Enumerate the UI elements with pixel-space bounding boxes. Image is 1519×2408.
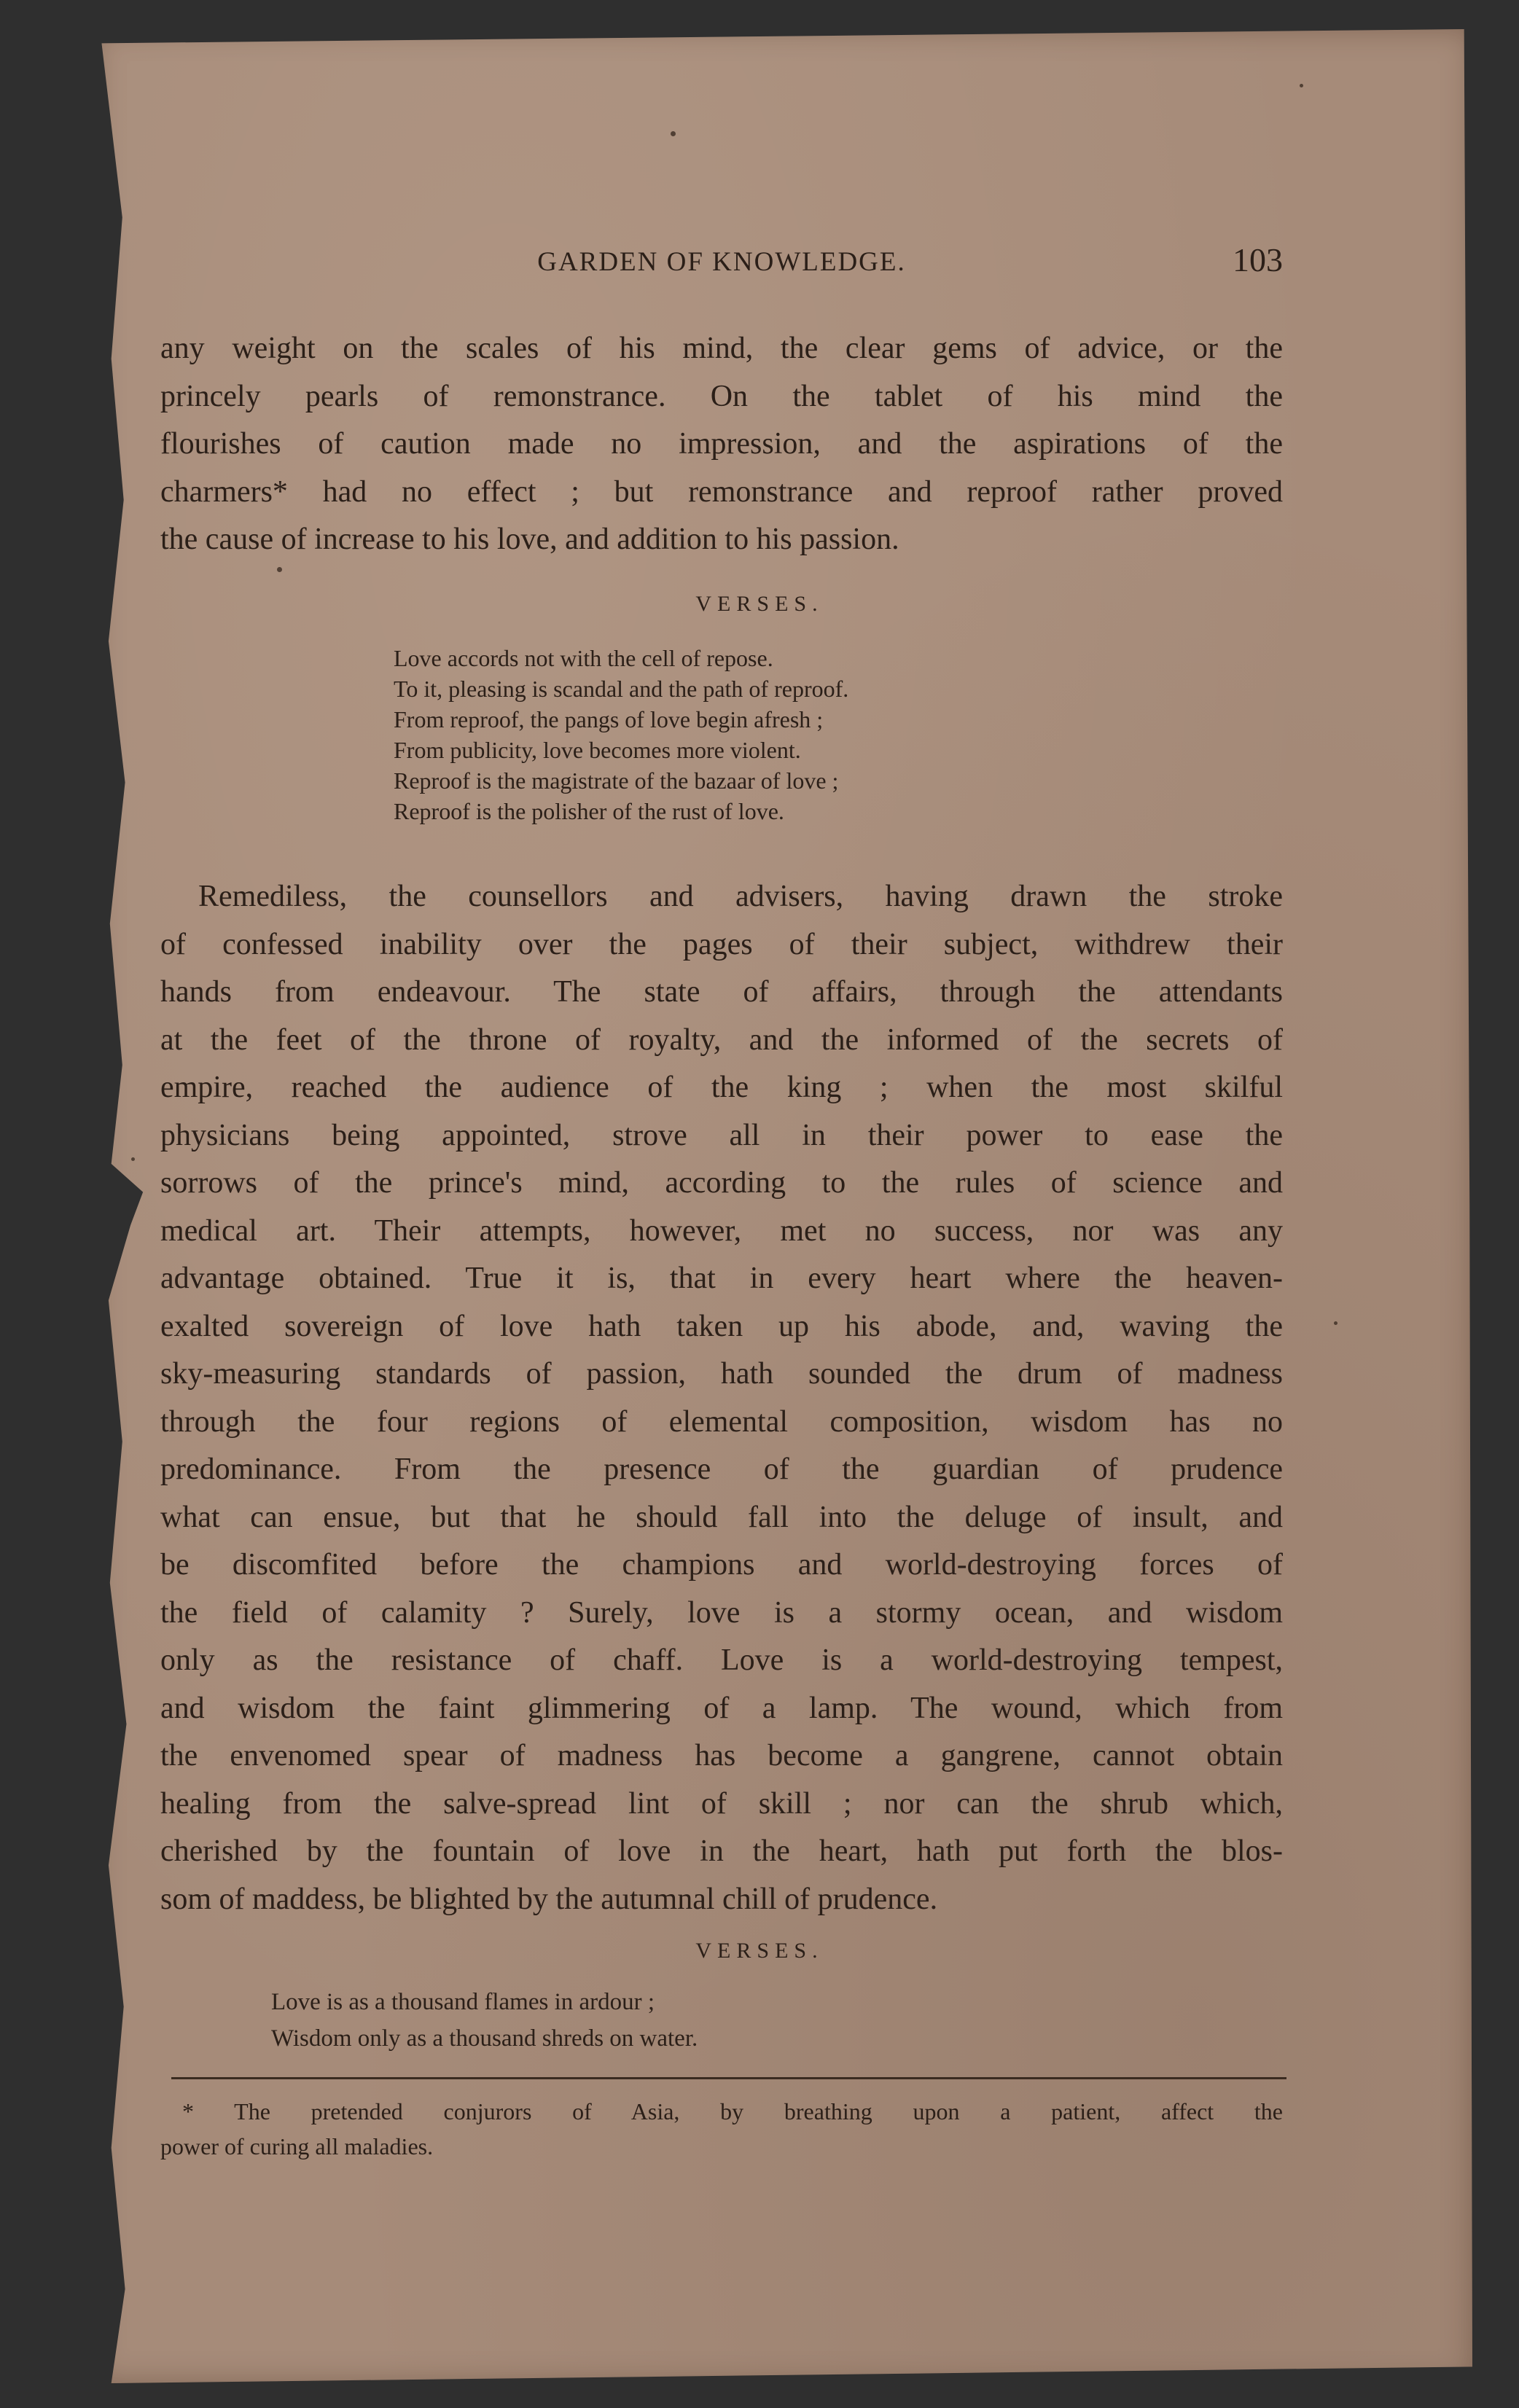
body-paragraph-2 (160, 873, 1283, 1923)
text-line: what can ensue, but that he should fall into the deluge of insult, and (160, 1500, 1283, 1534)
text-line: the envenomed spear of madness has become a gangrene, cannot obtain (160, 1739, 1283, 1772)
verses-heading: VERSES. (695, 592, 824, 616)
text-line: only as the resistance of chaff. Love is a world-destroying tempest, (160, 1643, 1283, 1677)
text-line: advantage obtained. True it is, that in every heart where the heaven- (160, 1262, 1283, 1295)
text-line: empire, reached the audience of the king ; when the most skilful (160, 1071, 1283, 1104)
page-number: 103 (1233, 241, 1283, 278)
page-header (160, 241, 1283, 284)
text-line: medical art. Their attempts, however, met no success, nor was any (160, 1213, 1283, 1248)
text-line: sorrows of the prince's mind, according to the rules of science and (160, 1166, 1283, 1200)
verse-line: Love is as a thousand flames in ardour ; (271, 1989, 655, 2015)
verse-line: Reproof is the polisher of the rust of love. (394, 798, 784, 824)
text-line: sky-measuring standards of passion, hath sounded the drum of madness (160, 1357, 1283, 1391)
text-line: princely pearls of remonstrance. On the tablet of his mind the (160, 379, 1283, 413)
verse-line: Reproof is the magistrate of the bazaar of love ; (394, 767, 839, 794)
verse-line: From reproof, the pangs of love begin afresh ; (394, 706, 824, 732)
ink-speck (131, 1157, 135, 1161)
footnote-line: * The pretended conjurors of Asia, by breathing upon a patient, affect the (182, 2098, 1283, 2124)
verse-line: Love accords not with the cell of repose. (394, 645, 773, 671)
verse-block-1 (394, 643, 848, 826)
ink-speck (277, 567, 282, 572)
text-line: of confessed inability over the pages of their subject, withdrew their (160, 927, 1283, 961)
text-line: som of maddess, be blighted by the autumnal chill of prudence. (160, 1882, 938, 1916)
verse-line: Wisdom only as a thousand shreds on water. (271, 2025, 698, 2052)
text-line: exalted sovereign of love hath taken up his abode, and, waving the (160, 1309, 1283, 1343)
text-line: through the four regions of elemental composition, wisdom has no (160, 1404, 1283, 1439)
running-title: GARDEN OF KNOWLEDGE. (537, 247, 906, 277)
body-paragraph-1 (160, 325, 1283, 564)
ink-speck (1334, 1321, 1338, 1325)
text-line: hands from endeavour. The state of affairs, through the attendants (160, 975, 1283, 1009)
verse-block-2 (271, 1984, 698, 2057)
text-line: healing from the salve-spread lint of skill ; nor can the shrub which, (160, 1786, 1283, 1821)
text-line: at the feet of the throne of royalty, and the informed of the secrets of (160, 1023, 1283, 1057)
verse-line: From publicity, love becomes more violent. (394, 737, 801, 763)
text-line: physicians being appointed, strove all in their power to ease the (160, 1118, 1283, 1152)
text-line: flourishes of caution made no impression, and the aspirations of the (160, 427, 1283, 461)
text-line: any weight on the scales of his mind, the clear gems of advice, or the (160, 332, 1283, 365)
ink-speck (671, 131, 676, 136)
verse-line: To it, pleasing is scandal and the path of reproof. (394, 676, 849, 702)
text-line: and wisdom the faint glimmering of a lamp. The wound, which from (160, 1691, 1283, 1725)
text-line: the cause of increase to his love, and addition to his passion. (160, 523, 899, 556)
text-line: the field of calamity ? Surely, love is a stormy ocean, and wisdom (160, 1595, 1283, 1630)
ink-speck (1300, 84, 1303, 87)
footnote-line: power of curing all maladies. (160, 2133, 434, 2159)
footnote (160, 2094, 1283, 2164)
text-line: charmers* had no effect ; but remonstrance and reproof rather proved (160, 474, 1283, 509)
text-line: be discomfited before the champions and world-destroying forces of (160, 1548, 1283, 1582)
text-line: predominance. From the presence of the guardian of prudence (160, 1453, 1283, 1486)
footnote-rule (171, 2077, 1286, 2079)
verses-heading: VERSES. (695, 1939, 824, 1963)
text-line: cherished by the fountain of love in the heart, hath put forth the blos- (160, 1834, 1283, 1868)
text-line: Remediless, the counsellors and advisers, having drawn the stroke (198, 880, 1283, 913)
